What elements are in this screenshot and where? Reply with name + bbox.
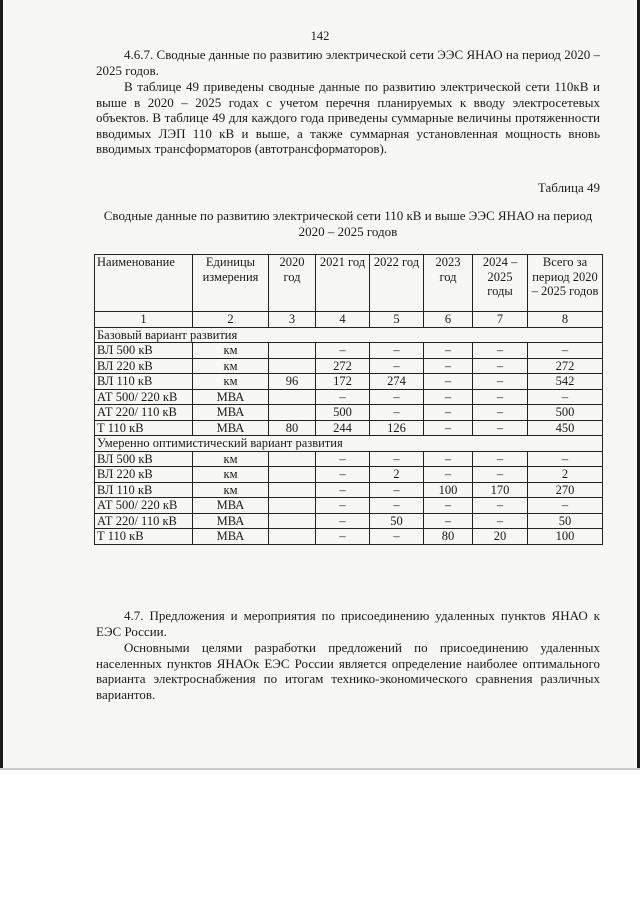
table-cell: – [528,343,603,359]
section-title: Базовый вариант развития [95,327,603,343]
row-name-cell: Т 110 кВ [95,420,193,436]
table-cell: 80 [269,420,316,436]
table-cell: – [424,498,473,514]
page-bottom-edge [0,768,640,770]
table-cell: км [193,358,269,374]
table-cell: 170 [473,482,528,498]
table-cell: МВА [193,529,269,545]
table-cell [269,451,316,467]
table-number: Таблица 49 [537,180,600,195]
table-row [95,358,603,374]
table-cell: – [473,420,528,436]
table-cell: 50 [370,513,424,529]
table-cell: – [316,498,370,514]
table-cell: – [473,451,528,467]
row-name-cell: АТ 500/ 220 кВ [95,389,193,405]
header-cell: 2020 год [269,255,316,312]
section-title: Умеренно оптимистический вариант развития [95,436,603,452]
table-cell: – [424,343,473,359]
index-cell: 6 [424,312,473,328]
table-cell: – [424,405,473,421]
table-cell: – [316,529,370,545]
table-cell: – [424,513,473,529]
table-cell [269,358,316,374]
row-name-cell: ВЛ 110 кВ [95,482,193,498]
table-cell: – [528,389,603,405]
row-name-cell: ВЛ 500 кВ [95,343,193,359]
table-cell: 500 [316,405,370,421]
table-cell: км [193,467,269,483]
table-cell: – [316,389,370,405]
table-index-row [95,312,603,328]
table-cell: – [424,374,473,390]
table-cell: – [473,389,528,405]
table-row [95,389,603,405]
table-cell: 270 [528,482,603,498]
table-cell: 272 [528,358,603,374]
index-cell: 8 [528,312,603,328]
table-cell: 542 [528,374,603,390]
table-row [95,529,603,545]
table-row [95,467,603,483]
table-cell: – [370,498,424,514]
table-row [95,482,603,498]
scan-edge-left [0,0,3,770]
row-name-cell: АТ 500/ 220 кВ [95,498,193,514]
table-cell: – [370,451,424,467]
section-heading-4-6-7: 4.6.7. Сводные данные по развитию электрической сети ЭЭС ЯНАО на период 2020 – 2025 годов. [96,47,600,78]
table-row [95,451,603,467]
table-cell: – [370,529,424,545]
header-cell: Единицы измерения [193,255,269,312]
table-cell: км [193,451,269,467]
section-body-4-6-7: В таблице 49 приведены сводные данные по развитию электрической сети 110кВ и выше в 2020 – 2025 годах с учетом перечня планируемых к вводу электросетевых объектов. В таблице 49 для каждого года приведены суммарные величины протяженности вводимых ЛЭП 110 кВ и выше, а также суммарная установленная мощность вновь вводимых трансформаторов (автотрансформаторов). [96,79,600,157]
table-cell [269,498,316,514]
row-name-cell: Т 110 кВ [95,529,193,545]
table-cell: км [193,343,269,359]
table-cell: – [316,482,370,498]
table-cell: – [316,513,370,529]
table-row [95,513,603,529]
row-name-cell: ВЛ 110 кВ [95,374,193,390]
table-cell: 172 [316,374,370,390]
table-cell: – [528,451,603,467]
table-cell: 2 [528,467,603,483]
table-cell: – [473,498,528,514]
row-name-cell: АТ 220/ 110 кВ [95,513,193,529]
table-cell: – [370,343,424,359]
table-caption: Сводные данные по развитию электрической сети 110 кВ и выше ЭЭС ЯНАО на период 2020 – 2025 годов [103,208,593,239]
header-cell: 2024 – 2025 годы [473,255,528,312]
table-cell: – [316,451,370,467]
table-cell: – [424,451,473,467]
index-cell: 2 [193,312,269,328]
index-cell: 1 [95,312,193,328]
table-cell: 244 [316,420,370,436]
table-cell: 450 [528,420,603,436]
table-cell: – [473,467,528,483]
header-cell: 2021 год [316,255,370,312]
table-cell: – [316,343,370,359]
table-cell [269,513,316,529]
table-cell: – [424,389,473,405]
row-name-cell: ВЛ 220 кВ [95,358,193,374]
table-row [95,405,603,421]
index-cell: 3 [269,312,316,328]
table-cell: – [424,358,473,374]
table-cell: МВА [193,513,269,529]
table-cell: МВА [193,389,269,405]
table-cell: МВА [193,498,269,514]
table-cell [269,482,316,498]
table-cell: МВА [193,420,269,436]
table-cell: 272 [316,358,370,374]
table-cell: 100 [424,482,473,498]
table-cell: 500 [528,405,603,421]
table-cell: 100 [528,529,603,545]
table-cell: 96 [269,374,316,390]
row-name-cell: ВЛ 500 кВ [95,451,193,467]
index-cell: 4 [316,312,370,328]
table-cell [269,405,316,421]
table-header-row [95,255,603,312]
table-cell: – [316,467,370,483]
header-cell: Наименование [95,255,193,312]
table-row [95,374,603,390]
table-cell: 2 [370,467,424,483]
header-cell: 2022 год [370,255,424,312]
table-cell: – [528,498,603,514]
header-cell: Всего за период 2020 – 2025 годов [528,255,603,312]
table-cell: км [193,374,269,390]
table-cell: 20 [473,529,528,545]
table-cell: – [370,482,424,498]
table-cell: 274 [370,374,424,390]
table-row [95,343,603,359]
table-cell [269,389,316,405]
table-row [95,498,603,514]
table-cell: км [193,482,269,498]
table-cell: МВА [193,405,269,421]
table-section-row [95,327,603,343]
table-cell [269,343,316,359]
table-cell [269,529,316,545]
table-cell: – [473,405,528,421]
table-cell: – [424,467,473,483]
table-cell [269,467,316,483]
table-cell: – [370,405,424,421]
table-cell: – [473,513,528,529]
table-cell: 126 [370,420,424,436]
section-heading-4-7: 4.7. Предложения и мероприятия по присоединению удаленных пунктов ЯНАО к ЕЭС России. [96,608,600,639]
table-cell: – [370,389,424,405]
table-cell: – [473,358,528,374]
table-cell: 80 [424,529,473,545]
index-cell: 5 [370,312,424,328]
index-cell: 7 [473,312,528,328]
table-section-row [95,436,603,452]
header-cell: 2023 год [424,255,473,312]
table-cell: – [473,374,528,390]
table-cell: – [424,420,473,436]
page-number: 142 [310,29,330,43]
row-name-cell: ВЛ 220 кВ [95,467,193,483]
table-cell: 50 [528,513,603,529]
table-cell: – [473,343,528,359]
table-row [95,420,603,436]
table-cell: – [370,358,424,374]
section-body-4-7: Основными целями разработки предложений по присоединению удаленных населенных пунктов ЯНАОк ЕЭС России является определение наиболее оптимального варианта электроснабжения по итогам технико-экономического сравнения различных вариантов. [96,640,600,702]
row-name-cell: АТ 220/ 110 кВ [95,405,193,421]
data-table [94,254,603,545]
